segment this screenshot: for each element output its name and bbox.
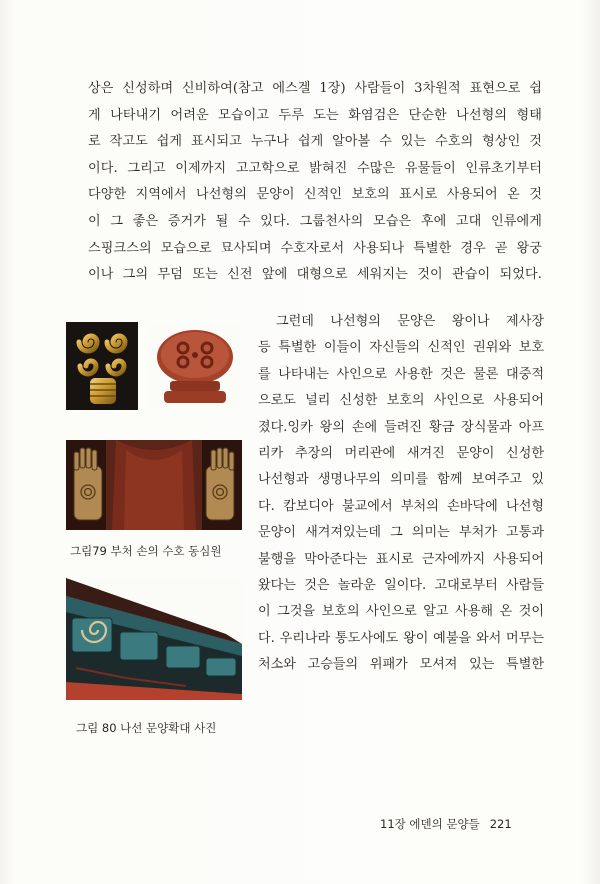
chapter-title: 11장 에덴의 문양들	[380, 817, 480, 831]
text-line: 졌다.잉카 왕의 손에 들려진 황금 장식물과 아프	[258, 419, 544, 435]
figure-80-caption: 그림 80 나선 문양확대 사진	[76, 721, 217, 735]
text-line: 로 작고도 쉽게 표시되고 누구나 쉽게 알아볼 수 있는 수호의 형상인 것	[88, 134, 542, 150]
text-line: 스핑크스의 모습으로 묘사되며 수호자로서 사용되나 특별한 경우 곧 왕궁	[88, 240, 542, 256]
text-line: 그런데 나선형의 문양은 왕이나 제사장	[276, 314, 544, 329]
text-line: 이다. 그리고 이제까지 고고학으로 밝혀진 수많은 유물들이 인류초기부터	[88, 160, 542, 176]
text-line: 게 나타내기 어려운 모습이고 두루 도는 화염검은 단순한 나선형의 형태	[88, 107, 542, 123]
page-number: 221	[489, 817, 512, 831]
text-line: 왔다는 것은 놀라운 일이다. 고대로부터 사람들	[258, 578, 544, 594]
african-headdress-image	[150, 325, 240, 407]
text-line: 으로도 널리 신성한 보호의 사인으로 사용되어	[258, 393, 544, 409]
text-line: 다. 우리나라 통도사에도 왕이 예불을 와서 머무는	[258, 630, 544, 646]
text-line: 이나 그의 무덤 또는 신전 앞에 대형으로 세워지는 것이 관습이 되었다.	[88, 267, 542, 283]
inca-gold-ornament-image	[66, 322, 138, 410]
page-footer	[380, 816, 512, 832]
text-line: 불행을 막아준다는 표시로 근자에까지 사용되어	[258, 551, 544, 567]
figure-79-caption: 그림79 부처 손의 수호 동심원	[70, 544, 222, 558]
buddha-hands-image	[66, 440, 242, 530]
text-line: 등 특별한 이들이 자신들의 신적인 권위와 보호	[258, 340, 544, 356]
body-paragraph-top	[88, 76, 542, 289]
text-line: 이 그 좋은 증거가 될 수 있다. 그룹천사의 모습은 후에 고대 인류에게	[88, 213, 542, 229]
text-line: 를 나타내는 사인으로 사용한 것은 물론 대중적	[258, 366, 544, 382]
buddha-hands-photo	[66, 440, 242, 530]
body-paragraph-right	[258, 309, 544, 679]
african-headdress-photo	[150, 325, 240, 407]
temple-eaves-spiral-photo	[66, 578, 242, 700]
text-line: 나선형과 생명나무의 의미를 함께 보여주고 있	[258, 472, 544, 488]
temple-eaves-image	[66, 578, 242, 700]
text-line: 이 그것을 보호의 사인으로 알고 사용해 온 것이	[258, 604, 544, 620]
text-line: 리카 추장의 머리관에 새겨진 문양이 신성한	[258, 446, 544, 462]
text-line: 처소와 고승들의 위패가 모셔져 있는 특별한	[258, 657, 544, 673]
text-line: 문양이 새겨져있는데 그 의미는 부처가 고통과	[258, 525, 544, 541]
text-line: 다. 캄보디아 불교에서 부처의 손바닥에 나선형	[258, 498, 544, 514]
inca-gold-ornament-photo	[66, 322, 138, 410]
text-line: 다양한 지역에서 나선형의 문양이 신적인 보호의 표시로 사용되어 온 것	[88, 187, 542, 203]
text-line: 상은 신성하며 신비하여(참고 에스겔 1장) 사람들이 3차원적 표현으로 쉽	[88, 81, 542, 96]
